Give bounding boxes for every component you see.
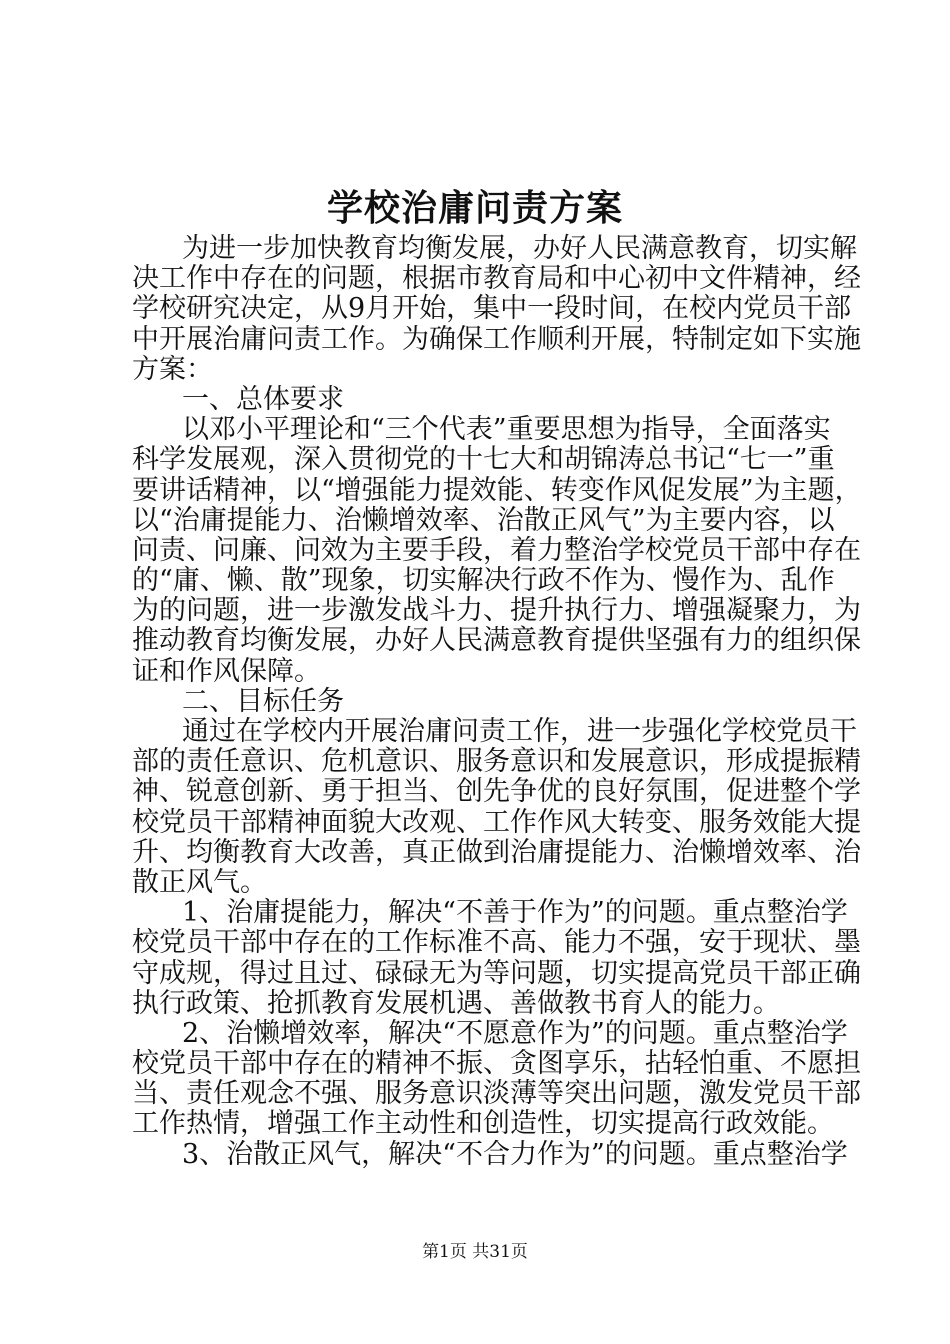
paragraph-line: 部的责任意识、危机意识、服务意识和发展意识，形成提振精	[132, 746, 861, 778]
paragraph-line: 决工作中存在的问题，根据市教育局和中心初中文件精神，经	[132, 263, 861, 295]
paragraph-line: 校党员干部中存在的精神不振、贪图享乐，拈轻怕重、不愿担	[132, 1048, 861, 1080]
paragraph-line: 以邓小平理论和“三个代表”重要思想为指导，全面落实	[182, 414, 831, 446]
document-body	[132, 233, 862, 1170]
paragraph-line: 当、责任观念不强、服务意识淡薄等突出问题，激发党员干部	[132, 1078, 861, 1110]
paragraph-line: 问责、问廉、问效为主要手段，着力整治学校党员干部中存在	[132, 534, 861, 566]
paragraph-line: 1、治庸提能力，解决“不善于作为”的问题。重点整治学	[182, 897, 848, 929]
paragraph-line: 科学发展观，深入贯彻党的十七大和胡锦涛总书记“七一”重	[132, 444, 835, 476]
section-heading: 二、目标任务	[182, 685, 344, 717]
document-title: 学校治庸问责方案	[326, 187, 623, 229]
paragraph-line: 神、锐意创新、勇于担当、创先争优的良好氛围，促进整个学	[132, 776, 861, 808]
paragraph-line: 校党员干部精神面貌大改观、工作作风大转变、服务效能大提	[132, 806, 861, 838]
paragraph-line: 散正风气。	[132, 866, 267, 898]
section-heading: 一、总体要求	[182, 383, 344, 415]
paragraph-line: 2、治懒增效率，解决“不愿意作为”的问题。重点整治学	[182, 1017, 848, 1049]
paragraph-line: 的“庸、懒、散”现象，切实解决行政不作为、慢作为、乱作	[132, 565, 835, 597]
paragraph-line: 方案：	[132, 353, 213, 385]
paragraph-line: 升、均衡教育大改善，真正做到治庸提能力、治懒增效率、治	[132, 836, 861, 868]
paragraph-line: 为进一步加快教育均衡发展，办好人民满意教育，切实解	[182, 233, 857, 264]
paragraph-line: 中开展治庸问责工作。为确保工作顺利开展，特制定如下实施	[132, 323, 861, 355]
paragraph-line: 要讲话精神，以“增强能力提效能、转变作风促发展”为主题，	[132, 474, 862, 506]
paragraph-line: 推动教育均衡发展，办好人民满意教育提供坚强有力的组织保	[132, 625, 861, 657]
paragraph-line: 通过在学校内开展治庸问责工作，进一步强化学校党员干	[182, 716, 857, 747]
paragraph-line: 3、治散正风气，解决“不合力作为”的问题。重点整治学	[182, 1138, 848, 1170]
paragraph-line: 执行政策、抢抓教育发展机遇、善做教书育人的能力。	[132, 987, 780, 1019]
paragraph-line: 证和作风保障。	[132, 655, 321, 687]
paragraph-line: 学校研究决定，从9月开始，集中一段时间，在校内党员干部	[132, 293, 852, 325]
page-number-footer: 第1页 共31页	[422, 1242, 528, 1262]
paragraph-line: 工作热情，增强工作主动性和创造性，切实提高行政效能。	[132, 1108, 834, 1140]
paragraph-line: 为的问题，进一步激发战斗力、提升执行力、增强凝聚力，为	[132, 595, 861, 627]
paragraph-line: 校党员干部中存在的工作标准不高、能力不强，安于现状、墨	[132, 927, 861, 959]
paragraph-line: 守成规，得过且过、碌碌无为等问题，切实提高党员干部正确	[132, 957, 861, 989]
paragraph-line: 以“治庸提能力、治懒增效率、治散正风气”为主要内容，以	[132, 504, 835, 536]
